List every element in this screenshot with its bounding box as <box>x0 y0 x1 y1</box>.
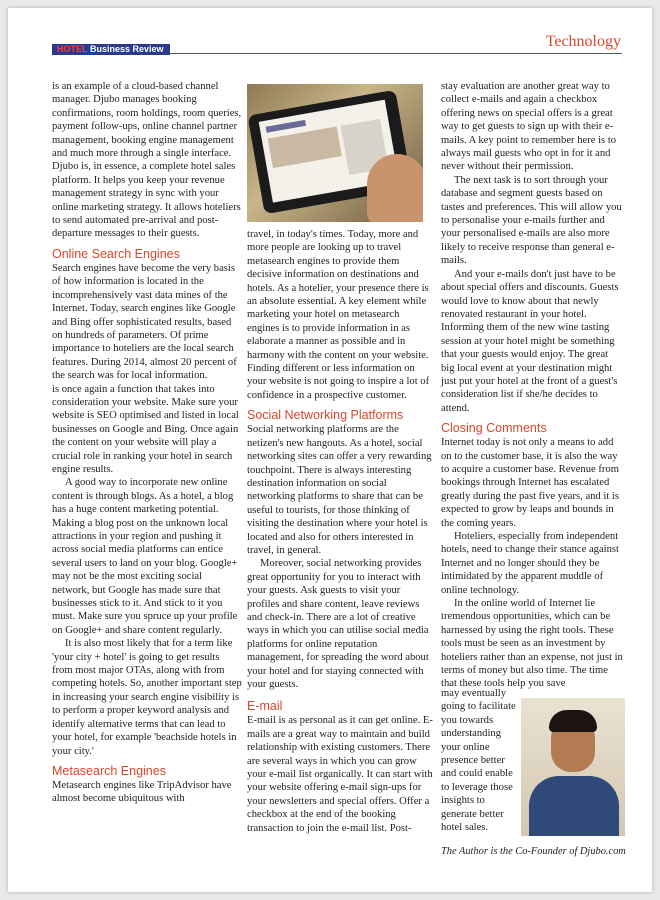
heading-online-search-engines: Online Search Engines <box>52 246 180 261</box>
paragraph: Internet today is not only a means to add on to the customer base, it is also the way to acquire a customer base. Revenue from bookings through Internet has escalated greatly during the past five years, and it is expected to grow by leaps and bounds in the coming years. <box>441 437 619 529</box>
paragraph: A good way to incorporate new online content is through blogs. As a hotel, a blog has a huge content marketing potential. Making a blog post on the unknown local attractions in your region and pushing it across social media platforms can entice several users to land on your blog. Google+ may not be the most exciting social network, but Google has made sure that businesses stick to it. And stick to it you must. Make sure you spruce up your profile on Google+ and share content regularly. <box>52 477 238 636</box>
paragraph: It is also most likely that for a term like 'your city + hotel' is going to get results from most major OTAs, along with from competing hotels. So, another important step in increasing your search engine visibility is to perform a proper keyword analysis and identify alternative terms that can lead to your hotel, for example 'beachside hotels in your city.' <box>52 638 242 757</box>
paragraph: travel, in today's times. Today, more and more people are looking up to travel metasearch engines to provide them decisive information on destinations and hotels. As a hotelier, your presence there is an absolute essential. A key element while marketing your hotel on metasearch engines is to provide information in as elaborate a manner as possible and in harmony with the content on your website. Finding different or less information on your website is not going to inspire a lot of confidence in a prospective customer. <box>247 229 430 401</box>
paragraph: In the online world of Internet lie tremendous opportunities, which can be harnessed by using the right tools. These tools must be seen as an investment by hoteliers rather than an expense, not just in terms of money but also time. The time that these tools help you save <box>441 598 623 690</box>
heading-email: E-mail <box>247 699 283 714</box>
column-2 <box>247 228 433 835</box>
heading-social-networking-platforms: Social Networking Platforms <box>247 408 404 423</box>
publication-name <box>57 43 164 55</box>
paragraph: is once again a function that takes into consideration your website. Make sure your website is SEO optimised and listed in local businesses on Google and Bing. Once again the content on your website will play a crucial role in ranking your hotel in search engine results. <box>52 383 239 475</box>
paragraph: may eventually going to facilitate you towards understanding your online presence better and could enable to leverage those insights to generate better hotel sales. <box>441 688 516 834</box>
author-photo <box>521 698 625 836</box>
paragraph: Search engines have become the very basis of how information is located in the incomprehensively vast data mines of the Internet. Today, search engines like Google and Bing offer sophisticated results, based on hundreds of parameters. Of prime importance to hoteliers are the local search features. During 2014, almost 20 percent of the search was for local information. <box>52 262 237 382</box>
paragraph: E-mail is as personal as it can get online. E-mails are a great way to maintain and build relationship with existing customers. There are several ways in which you can grow your e-mail list organically. It can start with your website offering e-mail sign-ups for your newsletters and special offers. Offer a checkbox at the end of the booking transaction to join the e-mail list. Post- <box>247 715 433 834</box>
paragraph: is an example of a cloud-based channel manager. Djubo manages booking confirmations, room holdings, room queries, payment follow-ups, online channel partner management, booking engine management and much more through a single interface. Djubo is, in essence, a complete hotel sales platform. It helps you keep your revenue management strategy in sync with your online marketing strategy. It allows hoteliers to send automated pre-arrival and post-departure messages to their guests. <box>52 81 242 240</box>
paragraph: Hoteliers, especially from independent hotels, need to change their stance against Internet and no longer should they be intimidated by the apparent muddle of online technology. <box>441 531 619 596</box>
tablet-photo <box>247 84 423 222</box>
paragraph: The next task is to sort through your database and segment guests based on tastes and preferences. This will allow you to personalise your e-mails further and your personalised e-mails are also more likely to receive response than general e-mails. <box>441 174 622 267</box>
publication-business-review: Business Review <box>90 44 164 54</box>
paragraph: stay evaluation are another great way to collect e-mails and again a checkbox offering news on special offers is a great way to get guests to sign up with their e-mails. A key point to remember here is to always mail guests who opt in for it and never without their permission. <box>441 81 617 173</box>
heading-closing-comments: Closing Comments <box>441 421 547 436</box>
publication-hotel: HOTEL <box>57 44 88 54</box>
paragraph: Moreover, social networking provides great opportunity for you to interact with your guests. Ask guests to visit your profiles and share content, leave reviews and check-in. There are a lot of creative ways in which you can utilise social media platforms for online reputation management, for spreading the word about your hotel and for staying connected with your guests. <box>247 558 429 690</box>
paragraph: And your e-mails don't just have to be about special offers and discounts. Guests would love to know about that newly renovated restaurant in your hotel. Informing them of the new wine tasting session at your hotel might be something that your guests would enjoy. The great big local event at your destination might just put your hotel at the front of a guest's consideration list if she/he decides to attend. <box>441 268 619 414</box>
hand <box>367 154 423 222</box>
column-3 <box>441 80 624 691</box>
heading-metasearch-engines: Metasearch Engines <box>52 763 166 778</box>
column-1 <box>52 80 242 806</box>
author-credit: The Author is the Co-Founder of Djubo.com <box>441 846 626 857</box>
wrapped-text <box>441 687 521 834</box>
paragraph: Social networking platforms are the netizen's new hangouts. As a hotel, social networking sites can offer a very rewarding touchpoint. There is always interesting destination information on social networking platforms to share that can be useful to tourists, for those thinking of visiting the destination where your hotel is located and also for others interested in travel, in general. <box>247 424 432 556</box>
section-title: Technology <box>545 33 621 50</box>
paragraph: Metasearch engines like TripAdvisor have almost become ubiquitous with <box>52 779 232 805</box>
header-divider <box>170 53 622 54</box>
